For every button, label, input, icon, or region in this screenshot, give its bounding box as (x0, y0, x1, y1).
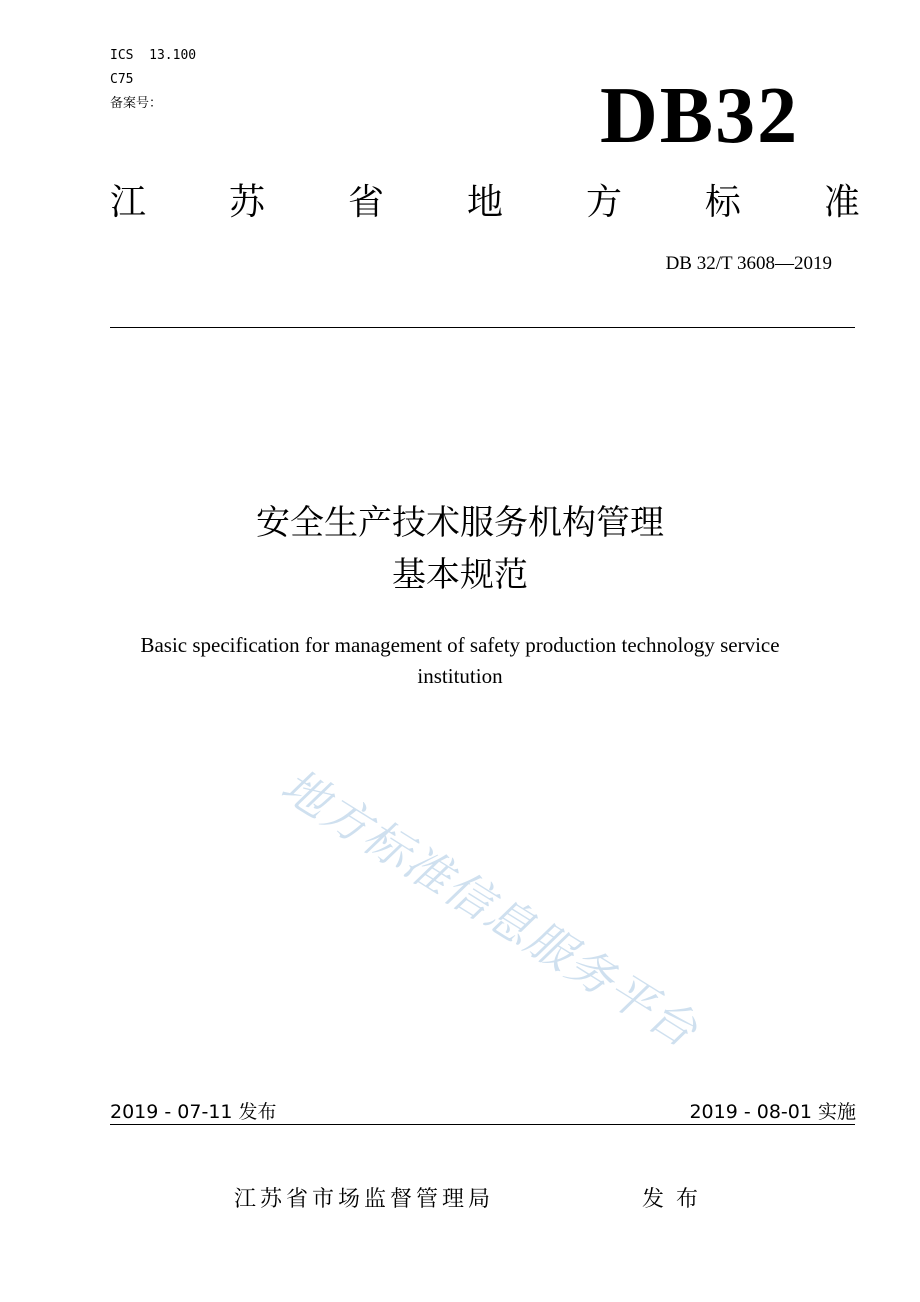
english-title-line-2: institution (417, 664, 503, 688)
standard-type-char: 方 (585, 182, 622, 223)
standard-type-char: 准 (823, 182, 860, 223)
ccs-code: C75 (110, 72, 134, 87)
issue-date: 2019 - 07-11 发布 (110, 1101, 277, 1123)
chinese-title-line-2: 基本规范 (392, 555, 528, 595)
watermark: 地方标准信息服务平台 (272, 757, 708, 1059)
standard-type-char: 省 (347, 182, 384, 223)
issuing-authority: 江苏省市场监督管理局 (234, 1187, 495, 1212)
standard-type-char: 地 (466, 182, 503, 223)
ics-code: ICS 13.100 (110, 48, 197, 63)
filing-number-label: 备案号： (110, 96, 163, 111)
top-divider (110, 327, 855, 328)
implementation-date: 2019 - 08-01 实施 (689, 1101, 856, 1123)
standard-type-char: 苏 (228, 182, 265, 223)
standard-number: DB 32/T 3608—2019 (665, 253, 832, 274)
bottom-divider (110, 1124, 855, 1125)
standard-type-heading (110, 180, 860, 226)
standard-logo: DB32 (600, 72, 800, 160)
issue-label: 发布 (642, 1187, 711, 1212)
standard-type-char: 江 (110, 182, 147, 223)
english-title-line-1: Basic specification for management of safety production technology service (140, 633, 780, 657)
standard-type-char: 标 (704, 182, 741, 223)
chinese-title-line-1: 安全生产技术服务机构管理 (256, 503, 664, 543)
